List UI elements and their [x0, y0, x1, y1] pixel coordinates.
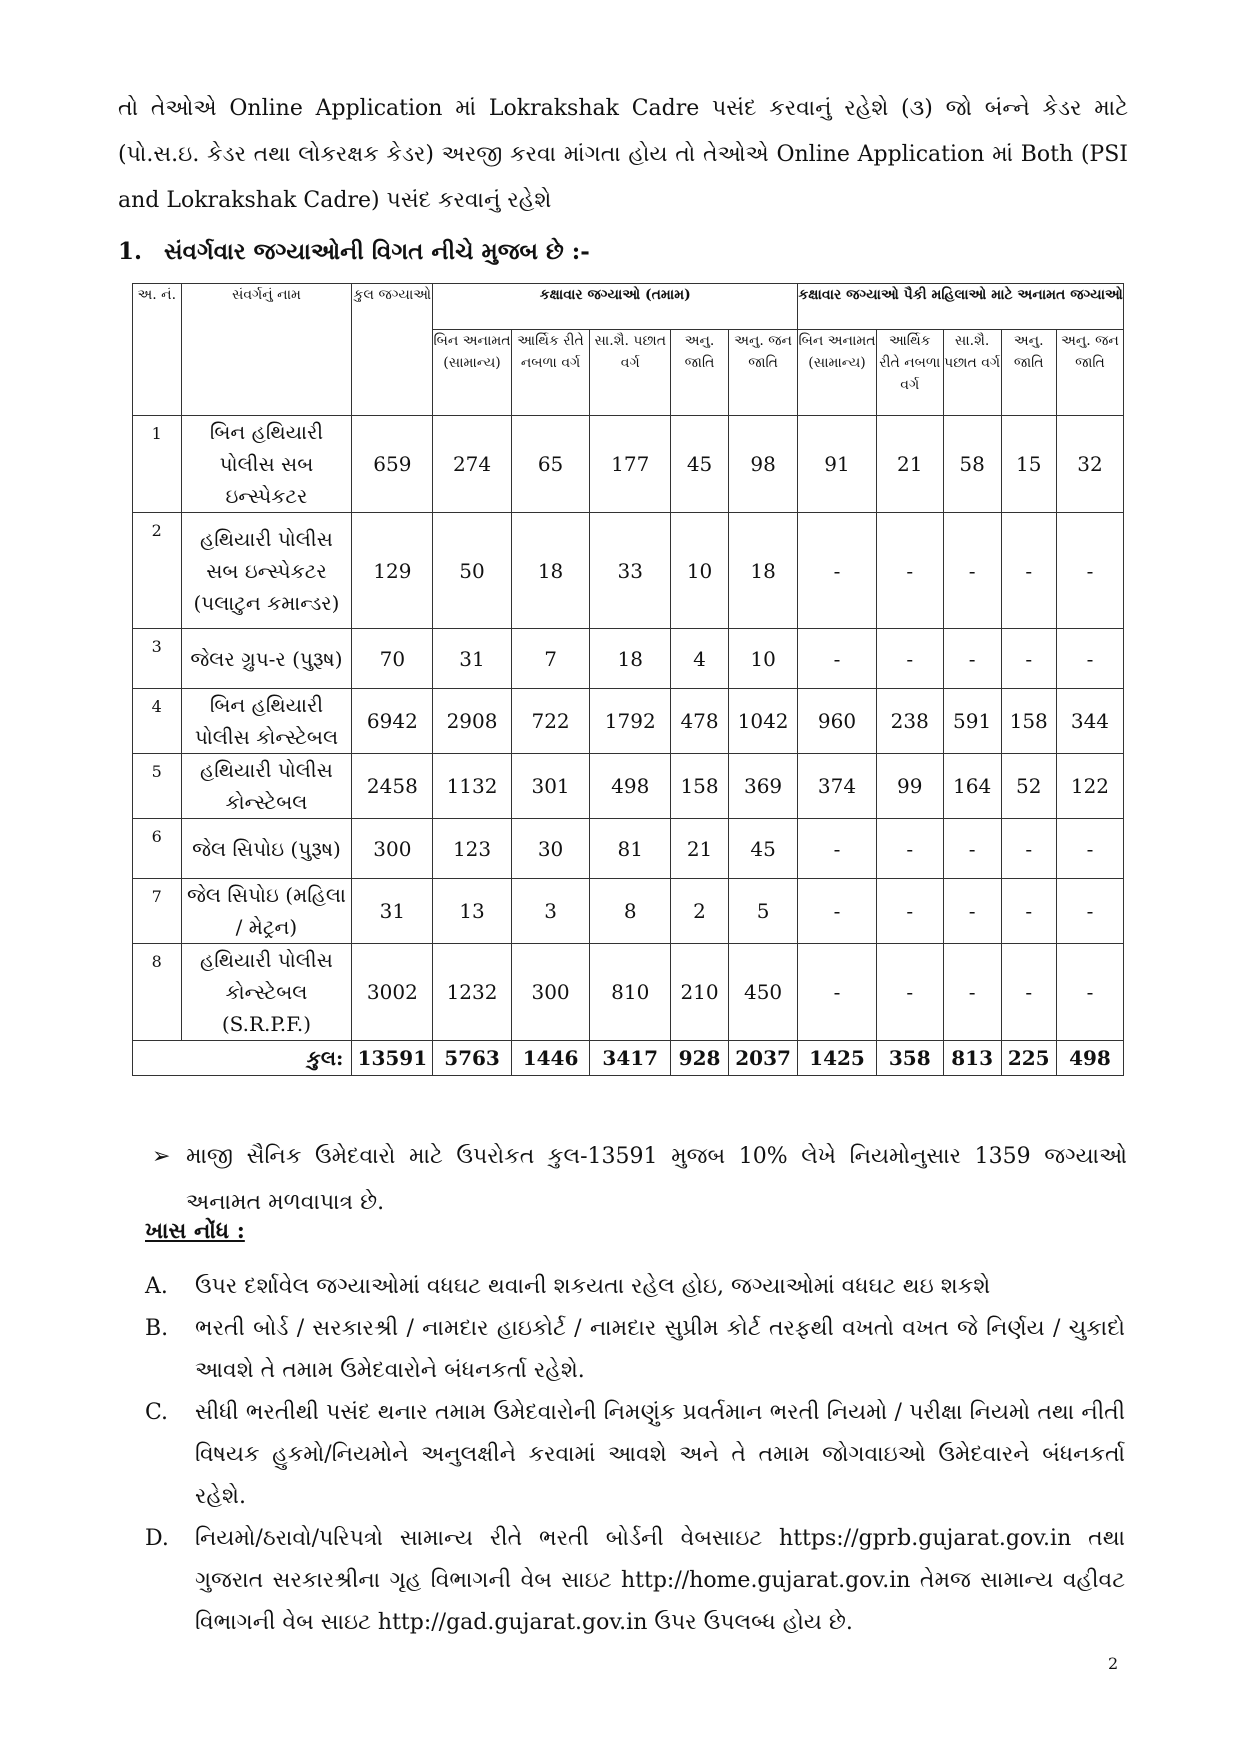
value-cell: 7 — [511, 629, 590, 689]
value-cell: 52 — [1001, 754, 1056, 819]
total-cell: 300 — [352, 819, 433, 879]
header-group-all: કક્ષાવાર જગ્યાઓ (તમામ) — [433, 284, 798, 330]
value-cell: - — [876, 629, 943, 689]
cadre-name-cell: જેલ સિપોઇ (પુરૂષ) — [181, 819, 352, 879]
note-letter: B. — [145, 1316, 169, 1341]
special-notes-list — [145, 1266, 1125, 1644]
value-cell: 2908 — [433, 689, 512, 754]
subheader-cell: સા.શૈ. પછાત વર્ગ — [590, 330, 671, 416]
value-cell: - — [1001, 629, 1056, 689]
intro-text: તો તેઓએ Online Application માં Lokrakshak Cadre પસંદ કરવાનું રહેશે (૩) જો બંન્ને કેડર માટે (પો.સ.ઇ. કેડર તથા લોકરક્ષક કેડર) અરજી કરવા માંગતા હોય તો તેઓએ Online Application માં Both (PSI and Lokrakshak Cadre) પસંદ કરવાનું રહેશે — [118, 96, 1128, 213]
value-cell: 722 — [511, 689, 590, 754]
value-cell: - — [876, 513, 943, 629]
value-cell: 4 — [671, 629, 729, 689]
total-cell: 129 — [352, 513, 433, 629]
value-cell: 300 — [511, 944, 590, 1041]
sr-cell: 3 — [133, 629, 182, 689]
value-cell: 238 — [876, 689, 943, 754]
intro-paragraph — [118, 86, 1128, 224]
value-cell: 32 — [1056, 416, 1123, 513]
value-cell: - — [943, 879, 1001, 944]
subheader-cell: બિન અનામત (સામાન્ય) — [798, 330, 877, 416]
subheader-cell: આર્થિક રીતે નબળા વર્ગ — [876, 330, 943, 416]
total-value-cell: 225 — [1001, 1041, 1056, 1076]
note-letter: A. — [145, 1274, 168, 1299]
section-heading — [118, 238, 590, 265]
subheader-cell: સા.શૈ. પછાત વર્ગ — [943, 330, 1001, 416]
value-cell: - — [876, 944, 943, 1041]
value-cell: 18 — [590, 629, 671, 689]
special-note-heading: ખાસ નોંધ : — [145, 1218, 245, 1244]
value-cell: - — [798, 513, 877, 629]
value-cell: - — [798, 944, 877, 1041]
value-cell: 65 — [511, 416, 590, 513]
header-sr: અ. નં. — [133, 284, 182, 416]
total-value-cell: 3417 — [590, 1041, 671, 1076]
table-row — [133, 944, 1124, 1041]
value-cell: 478 — [671, 689, 729, 754]
value-cell: 50 — [433, 513, 512, 629]
value-cell: - — [943, 819, 1001, 879]
note-item — [145, 1308, 1125, 1392]
total-cell: 70 — [352, 629, 433, 689]
value-cell: 10 — [728, 629, 797, 689]
value-cell: 123 — [433, 819, 512, 879]
value-cell: - — [1056, 819, 1123, 879]
value-cell: 5 — [728, 879, 797, 944]
total-value-cell: 928 — [671, 1041, 729, 1076]
table-row — [133, 819, 1124, 879]
cadre-name-cell: હથિયારી પોલીસ સબ ઇન્સ્પેકટર (પલાટુન કમાન્ડર) — [181, 513, 352, 629]
sr-cell: 2 — [133, 513, 182, 629]
value-cell: - — [943, 513, 1001, 629]
ex-servicemen-text: માજી સૈનિક ઉમેદવારો માટે ઉપરોકત કુલ-13591 મુજબ 10% લેખે નિયમોનુસાર 1359 જગ્યાઓ અનામત મળવાપાત્ર છે. — [186, 1144, 1127, 1215]
subheader-cell: અનુ. જાતિ — [671, 330, 729, 416]
note-item — [145, 1392, 1125, 1518]
sr-cell: 1 — [133, 416, 182, 513]
value-cell: 30 — [511, 819, 590, 879]
arrow-bullet-icon: ➢ — [152, 1144, 171, 1169]
value-cell: 374 — [798, 754, 877, 819]
value-cell: 960 — [798, 689, 877, 754]
value-cell: 210 — [671, 944, 729, 1041]
value-cell: 31 — [433, 629, 512, 689]
value-cell: 591 — [943, 689, 1001, 754]
value-cell: - — [798, 629, 877, 689]
value-cell: 21 — [671, 819, 729, 879]
cadre-name-cell: બિન હથિયારી પોલીસ સબ ઇન્સ્પેકટર — [181, 416, 352, 513]
note-text: ભરતી બોર્ડ / સરકારશ્રી / નામદાર હાઇકોર્ટ / નામદાર સુપ્રીમ કોર્ટ તરફથી વખતો વખત જે નિર્ણય / ચુકાદો આવશે તે તમામ ઉમેદવારોને બંધનકર્તા રહેશે. — [195, 1316, 1125, 1383]
subheader-cell: અનુ. જન જાતિ — [728, 330, 797, 416]
table-row — [133, 416, 1124, 513]
value-cell: 344 — [1056, 689, 1123, 754]
subheader-cell: બિન અનામત (સામાન્ય) — [433, 330, 512, 416]
value-cell: 1792 — [590, 689, 671, 754]
value-cell: 2 — [671, 879, 729, 944]
value-cell: 33 — [590, 513, 671, 629]
value-cell: 1132 — [433, 754, 512, 819]
value-cell: 91 — [798, 416, 877, 513]
value-cell: 1042 — [728, 689, 797, 754]
cadre-name-cell: હથિયારી પોલીસ કોન્સ્ટેબલ — [181, 754, 352, 819]
value-cell: 301 — [511, 754, 590, 819]
cadre-name-cell: હથિયારી પોલીસ કોન્સ્ટેબલ (S.R.P.F.) — [181, 944, 352, 1041]
note-item — [145, 1266, 1125, 1308]
cadre-name-cell: બિન હથિયારી પોલીસ કોન્સ્ટેબલ — [181, 689, 352, 754]
total-value-cell: 358 — [876, 1041, 943, 1076]
note-text: સીધી ભરતીથી પસંદ થનાર તમામ ઉમેદવારોની નિમણુંક પ્રવર્તમાન ભરતી નિયમો / પરીક્ષા નિયમો તથા નીતી વિષયક હુકમો/નિયમોને અનુલક્ષીને કરવામાં આવશે અને તે તમામ જોગવાઇઓ ઉમેદવારને બંધનકર્તા રહેશે. — [195, 1400, 1125, 1509]
value-cell: - — [1056, 629, 1123, 689]
header-group-women: કક્ષાવાર જગ્યાઓ પૈકી મહિલાઓ માટે અનામત જગ્યાઓ — [798, 284, 1124, 330]
value-cell: 45 — [728, 819, 797, 879]
value-cell: 45 — [671, 416, 729, 513]
note-letter: D. — [145, 1526, 169, 1551]
value-cell: - — [943, 629, 1001, 689]
total-cell: 3002 — [352, 944, 433, 1041]
value-cell: 1232 — [433, 944, 512, 1041]
value-cell: 99 — [876, 754, 943, 819]
subheader-cell: આર્થિક રીતે નબળા વર્ગ — [511, 330, 590, 416]
value-cell: 13 — [433, 879, 512, 944]
value-cell: 158 — [671, 754, 729, 819]
value-cell: - — [876, 879, 943, 944]
total-cell: 6942 — [352, 689, 433, 754]
grand-total-cell: 13591 — [352, 1041, 433, 1076]
subheader-cell: અનુ. જાતિ — [1001, 330, 1056, 416]
value-cell: 498 — [590, 754, 671, 819]
subheader-cell: અનુ. જન જાતિ — [1056, 330, 1123, 416]
value-cell: 98 — [728, 416, 797, 513]
value-cell: 8 — [590, 879, 671, 944]
sr-cell: 8 — [133, 944, 182, 1041]
value-cell: 177 — [590, 416, 671, 513]
value-cell: - — [1056, 944, 1123, 1041]
table-row — [133, 513, 1124, 629]
page-number: 2 — [1108, 1654, 1119, 1673]
header-total: કુલ જગ્યાઓ — [352, 284, 433, 416]
sr-cell: 4 — [133, 689, 182, 754]
value-cell: - — [876, 819, 943, 879]
value-cell: - — [798, 879, 877, 944]
value-cell: - — [1056, 879, 1123, 944]
total-row — [133, 1041, 1124, 1076]
note-text: નિયમો/ઠરાવો/પરિપત્રો સામાન્ય રીતે ભરતી બોર્ડની વેબસાઇટ https://gprb.gujarat.gov.in તથા ગુજરાત સરકારશ્રીના ગૃહ વિભાગની વેબ સાઇટ http://home.gujarat.gov.in તેમજ સામાન્ય વહીવટ વિભાગની વેબ સાઇટ http://gad.gujarat.gov.in ઉપર ઉપલબ્ધ હોય છે. — [195, 1526, 1125, 1635]
total-value-cell: 1446 — [511, 1041, 590, 1076]
value-cell: 18 — [511, 513, 590, 629]
note-text: ઉપર દર્શાવેલ જગ્યાઓમાં વધઘટ થવાની શકયતા રહેલ હોઇ, જગ્યાઓમાં વધઘટ થઇ શકશે — [195, 1274, 991, 1299]
total-cell: 31 — [352, 879, 433, 944]
value-cell: 10 — [671, 513, 729, 629]
value-cell: - — [1056, 513, 1123, 629]
value-cell: 15 — [1001, 416, 1056, 513]
cadre-name-cell: જેલર ગ્રુપ-ર (પુરૂષ) — [181, 629, 352, 689]
value-cell: - — [798, 819, 877, 879]
value-cell: 158 — [1001, 689, 1056, 754]
total-value-cell: 2037 — [728, 1041, 797, 1076]
value-cell: - — [1001, 879, 1056, 944]
table-row — [133, 689, 1124, 754]
total-value-cell: 5763 — [433, 1041, 512, 1076]
value-cell: - — [943, 944, 1001, 1041]
value-cell: 450 — [728, 944, 797, 1041]
value-cell: 3 — [511, 879, 590, 944]
value-cell: 164 — [943, 754, 1001, 819]
value-cell: - — [1001, 513, 1056, 629]
value-cell: 21 — [876, 416, 943, 513]
value-cell: 369 — [728, 754, 797, 819]
value-cell: 18 — [728, 513, 797, 629]
total-cell: 2458 — [352, 754, 433, 819]
sr-cell: 6 — [133, 819, 182, 879]
note-item — [145, 1518, 1125, 1644]
header-cadre: સંવર્ગનું નામ — [181, 284, 352, 416]
total-label: કુલ: — [133, 1041, 352, 1076]
table-body — [133, 416, 1124, 1076]
value-cell: 810 — [590, 944, 671, 1041]
total-value-cell: 498 — [1056, 1041, 1123, 1076]
note-letter: C. — [145, 1400, 169, 1425]
total-value-cell: 1425 — [798, 1041, 877, 1076]
value-cell: 274 — [433, 416, 512, 513]
total-cell: 659 — [352, 416, 433, 513]
table-row — [133, 629, 1124, 689]
value-cell: 81 — [590, 819, 671, 879]
value-cell: 58 — [943, 416, 1001, 513]
table-row — [133, 879, 1124, 944]
value-cell: - — [1001, 944, 1056, 1041]
ex-servicemen-note — [152, 1134, 1127, 1226]
total-value-cell: 813 — [943, 1041, 1001, 1076]
table-row — [133, 754, 1124, 819]
value-cell: 122 — [1056, 754, 1123, 819]
section-title: સંવર્ગવાર જગ્યાઓની વિગત નીચે મુજબ છે :- — [164, 238, 590, 265]
cadre-name-cell: જેલ સિપોઇ (મહિલા / મેટ્રન) — [181, 879, 352, 944]
sr-cell: 5 — [133, 754, 182, 819]
section-number: 1. — [118, 238, 143, 265]
cadre-posts-table — [132, 283, 1124, 1076]
sr-cell: 7 — [133, 879, 182, 944]
value-cell: - — [1001, 819, 1056, 879]
